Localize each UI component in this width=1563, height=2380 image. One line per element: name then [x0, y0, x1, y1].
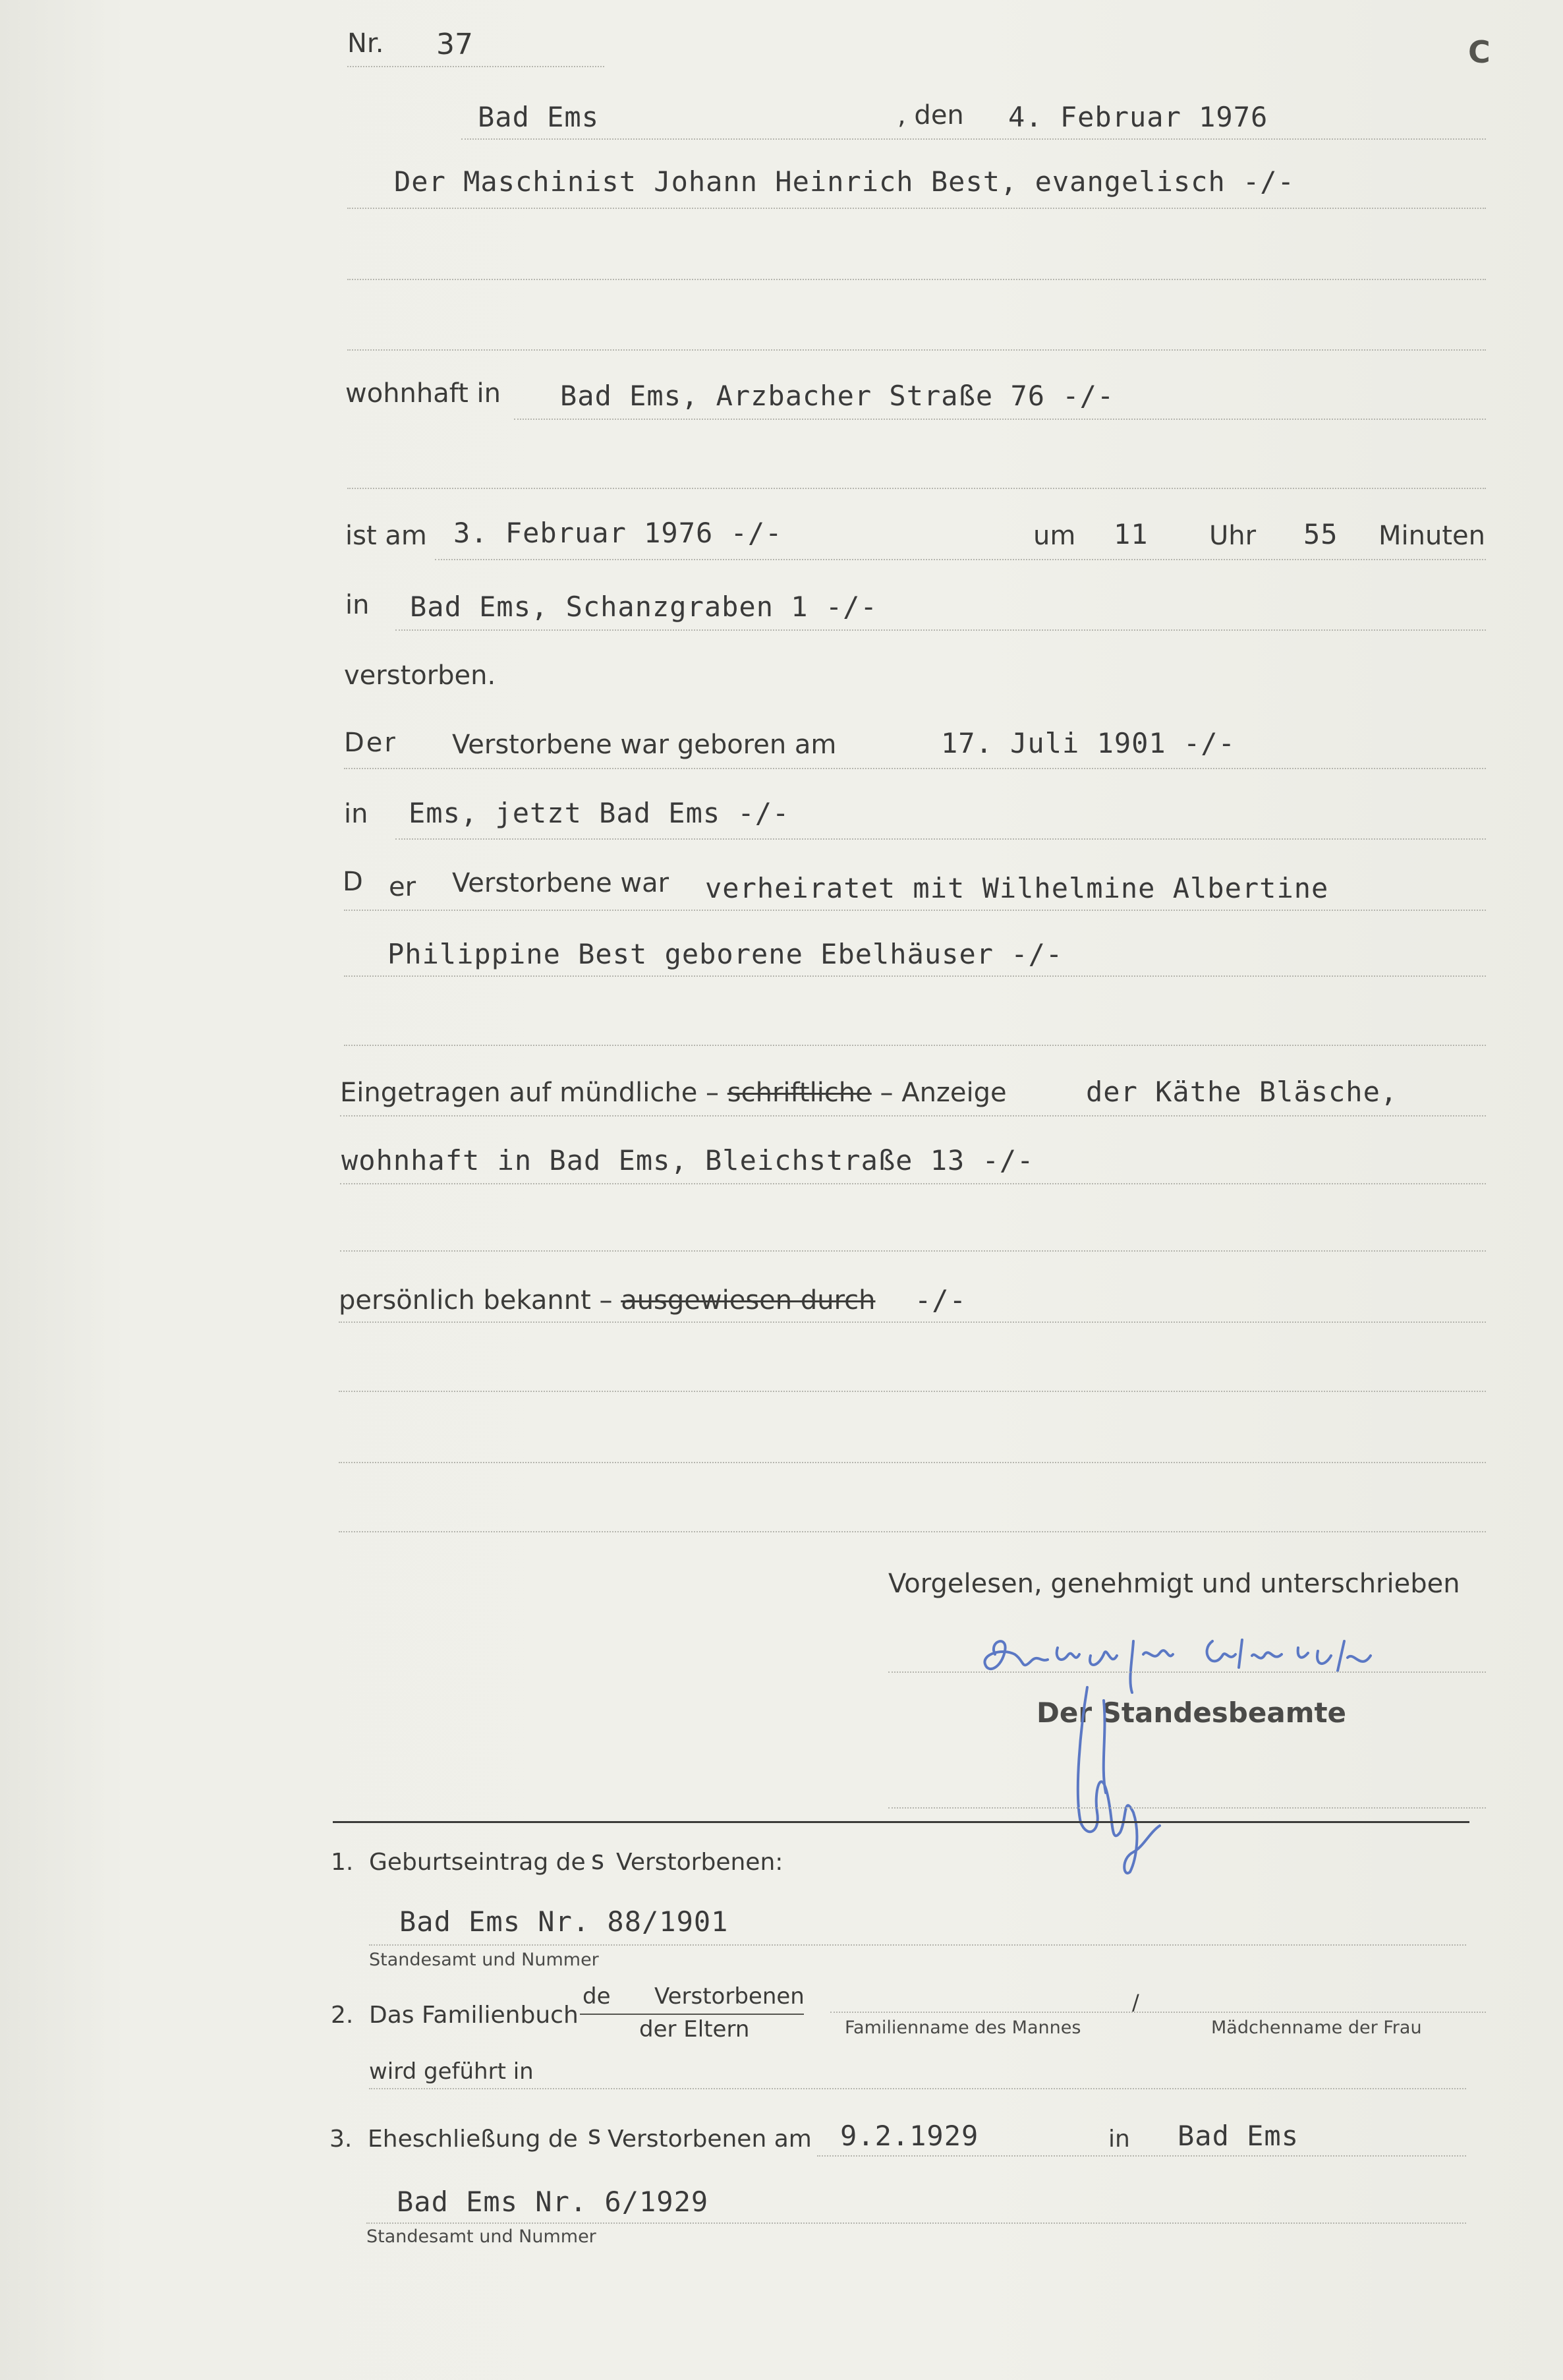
- blank-line-a: [347, 488, 1486, 489]
- identity-struck: ausgewiesen durch: [621, 1285, 876, 1316]
- den-label: , den: [897, 100, 964, 131]
- f1-line: [369, 1944, 1466, 1946]
- birth-line: [344, 768, 1486, 769]
- er-suffix: er: [389, 872, 416, 902]
- um-label: um: [1033, 521, 1076, 551]
- death-in-label: in: [345, 590, 370, 620]
- registrar-sig-line: [888, 1807, 1486, 1809]
- registration-prefix: Eingetragen auf mündliche –: [340, 1078, 720, 1108]
- header-place: Bad Ems: [478, 101, 600, 133]
- f2-wird-line: [369, 2088, 1466, 2089]
- vorgelesen-text: Vorgelesen, genehmigt und unterschrieben: [888, 1569, 1460, 1599]
- birth-place: Ems, jetzt Bad Ems -/-: [409, 797, 790, 829]
- f3-suffix: Verstorbenen am: [608, 2126, 812, 2153]
- wohnhaft-label: wohnhaft in: [345, 378, 501, 409]
- informant2: wohnhaft in Bad Ems, Bleichstraße 13 -/-: [341, 1144, 1035, 1176]
- person-line-3: [347, 349, 1486, 351]
- header-date: 4. Februar 1976: [1008, 101, 1268, 133]
- verstorben-label: verstorben.: [344, 660, 496, 691]
- f2-label: Das Familienbuch: [369, 2002, 579, 2029]
- registration-struck: schriftliche: [727, 1078, 872, 1108]
- informant1: der Käthe Bläsche,: [1086, 1076, 1398, 1108]
- f2-de: de: [583, 1983, 611, 2010]
- f3-in: in: [1108, 2126, 1130, 2153]
- identity-dots: [339, 1321, 1486, 1323]
- f2-fraction-bar: [580, 2014, 804, 2015]
- marriage-line2: [344, 975, 1486, 977]
- f3-date: 9.2.1929: [840, 2120, 979, 2152]
- nr-line: [347, 66, 604, 67]
- registration-suffix: – Anzeige: [880, 1078, 1007, 1108]
- registrar-signature: [1061, 1661, 1193, 1885]
- f1-value: Bad Ems Nr. 88/1901: [399, 1905, 729, 1938]
- f3-line: [366, 2222, 1466, 2224]
- registration-line: [340, 1080, 1007, 1106]
- death-date: 3. Februar 1976 -/-: [453, 517, 783, 549]
- f2-verstorbenen: Verstorbenen: [654, 1983, 805, 2010]
- death-place: Bad Ems, Schanzgraben 1 -/-: [410, 591, 878, 623]
- death-place-line: [395, 629, 1486, 631]
- birth-label: Verstorbene war geboren am: [452, 730, 837, 760]
- birth-in-label: in: [344, 799, 368, 829]
- wohnhaft-line: [514, 419, 1486, 420]
- registration-dots-1: [340, 1115, 1486, 1117]
- informant-signature: [975, 1615, 1423, 1694]
- f1-prefix: Geburtseintrag de: [369, 1849, 586, 1876]
- marriage-line3: [344, 1045, 1486, 1046]
- f3-value: Bad Ems Nr. 6/1929: [397, 2186, 709, 2218]
- person-line1: Der Maschinist Johann Heinrich Best, evangelisch -/-: [394, 165, 1295, 198]
- birth-place-line: [395, 838, 1486, 840]
- death-date-line: [435, 559, 1486, 560]
- person-line-1: [347, 208, 1486, 209]
- f2-wird: wird geführt in: [369, 2058, 534, 2085]
- blank-line-d: [339, 1531, 1486, 1532]
- registration-dots-2: [340, 1183, 1486, 1184]
- d-prefix: D: [343, 867, 363, 897]
- f3-number: 3.: [329, 2126, 353, 2153]
- person-line-2: [347, 279, 1486, 280]
- registration-dots-3: [340, 1250, 1486, 1252]
- ist-am-label: ist am: [345, 521, 427, 551]
- f2-number: 2.: [331, 2002, 354, 2029]
- f3-caption: Standesamt und Nummer: [366, 2226, 596, 2247]
- f3-date-line: [817, 2155, 1466, 2157]
- f3-prefix: Eheschließung de: [368, 2126, 578, 2153]
- corner-letter: C: [1468, 34, 1491, 70]
- marriage-label: Verstorbene war: [452, 868, 669, 898]
- f1-number: 1.: [331, 1849, 354, 1876]
- minuten-label: Minuten: [1378, 521, 1485, 551]
- birth-date: 17. Juli 1901 -/-: [941, 727, 1236, 759]
- standesbeamte-label: Der Standesbeamte: [1037, 1697, 1347, 1729]
- person-address: Bad Ems, Arzbacher Straße 76 -/-: [560, 380, 1115, 412]
- f2-caption-mann: Familienname des Mannes: [845, 2017, 1081, 2038]
- f2-name-line: [830, 2012, 1486, 2013]
- f1-caption: Standesamt und Nummer: [369, 1950, 599, 1970]
- f3-s: s: [586, 2120, 604, 2151]
- f1-s: s: [590, 1845, 607, 1876]
- identity-line: [339, 1287, 876, 1314]
- der-prefix: Der: [344, 728, 397, 758]
- f3-place: Bad Ems: [1178, 2120, 1299, 2152]
- marriage-text1: verheiratet mit Wilhelmine Albertine: [705, 872, 1329, 904]
- blank-line-c: [339, 1462, 1486, 1463]
- identity-suffix: -/-: [915, 1284, 967, 1316]
- date-line: [461, 138, 1486, 140]
- nr-value: 37: [436, 28, 473, 61]
- section-rule: [333, 1821, 1469, 1823]
- f2-eltern: der Eltern: [639, 2016, 750, 2043]
- f2-caption-frau: Mädchenname der Frau: [1211, 2017, 1422, 2038]
- f1-suffix: Verstorbenen:: [616, 1849, 783, 1876]
- identity-prefix: persönlich bekannt –: [339, 1285, 613, 1316]
- marriage-line1: [344, 910, 1486, 911]
- marriage-text2: Philippine Best geborene Ebelhäuser -/-: [387, 938, 1064, 970]
- blank-line-b: [339, 1391, 1486, 1392]
- death-minutes: 55: [1303, 518, 1338, 550]
- nr-label: Nr.: [347, 28, 384, 59]
- death-hour: 11: [1114, 518, 1149, 550]
- uhr-label: Uhr: [1209, 521, 1257, 551]
- f2-slash: /: [1132, 1990, 1139, 2015]
